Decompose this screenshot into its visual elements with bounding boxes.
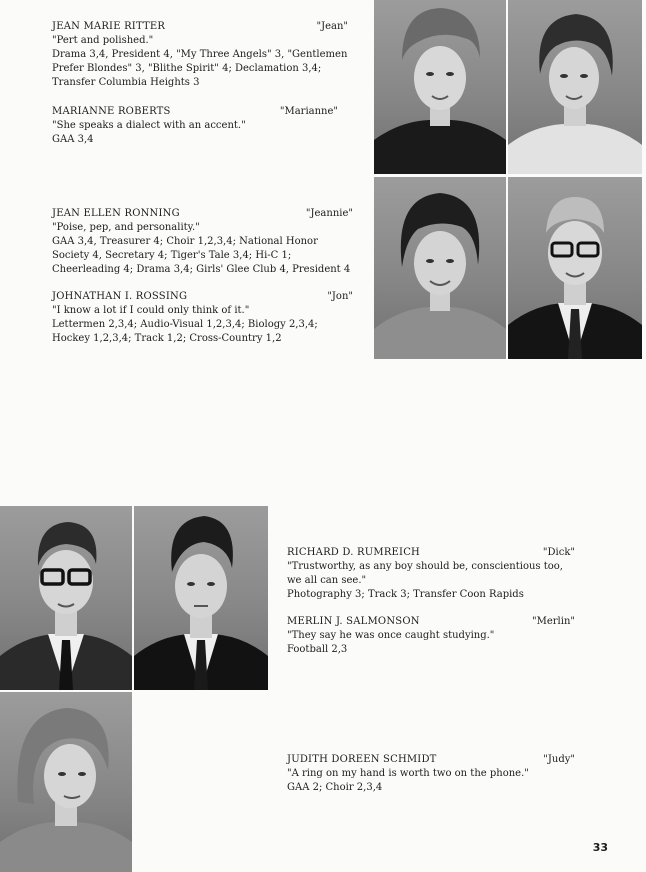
student-quote: "She speaks a dialect with an accent."	[52, 120, 246, 131]
portrait-photo-rossing	[508, 177, 642, 359]
student-quote: "A ring on my hand is worth two on the phone."	[287, 768, 529, 779]
student-activities: Drama 3,4, President 4, "My Three Angels" 3, "Gentlemen Prefer Blondes" 3, "Blithe Spirit" 4; Declamation 3,4; Transfer Columbia Heights 3	[52, 49, 348, 88]
student-name: JEAN MARIE RITTER	[52, 21, 166, 32]
student-quote: "They say he was once caught studying."	[287, 630, 495, 641]
student-activities: GAA 2; Choir 2,3,4	[287, 782, 383, 793]
student-name: JEAN ELLEN RONNING	[52, 208, 180, 219]
student-nickname: "Jean"	[316, 21, 348, 32]
portrait-photo-ronning	[374, 177, 506, 359]
student-entry-ritter	[52, 20, 352, 90]
student-activities: Football 2,3	[287, 644, 348, 655]
student-name: MARIANNE ROBERTS	[52, 106, 171, 117]
student-entry-ronning	[52, 207, 357, 277]
portrait-photo-schmidt	[0, 692, 132, 872]
student-nickname: "Jon"	[327, 291, 353, 302]
student-activities: GAA 3,4, Treasurer 4; Choir 1,2,3,4; National Honor Society 4, Secretary 4; Tiger's Tale 3,4; Hi-C 1; Cheerleading 4; Drama 3,4; Girls' Glee Club 4, President 4	[52, 236, 351, 275]
portrait-photo-ritter	[374, 0, 506, 174]
student-entry-roberts	[52, 105, 342, 147]
student-entry-schmidt	[287, 753, 579, 795]
student-quote: "Pert and polished."	[52, 35, 154, 46]
student-nickname: "Jeannie"	[305, 208, 353, 219]
page-number: 33	[592, 841, 608, 854]
student-activities: Lettermen 2,3,4; Audio-Visual 1,2,3,4; Biology 2,3,4; Hockey 1,2,3,4; Track 1,2; Cross-Country 1,2	[52, 319, 318, 344]
student-entry-rumreich	[287, 546, 579, 602]
student-quote: "Poise, pep, and personality."	[52, 222, 200, 233]
portrait-photo-salmonson	[134, 506, 268, 690]
student-activities: GAA 3,4	[52, 134, 94, 145]
student-entry-salmonson	[287, 615, 579, 657]
student-nickname: "Dick"	[542, 547, 575, 558]
student-name: JUDITH DOREEN SCHMIDT	[287, 754, 437, 765]
student-quote: "I know a lot if I could only think of it."	[52, 305, 250, 316]
portrait-photo-roberts	[508, 0, 642, 174]
student-entry-rossing	[52, 290, 357, 346]
student-activities: Photography 3; Track 3; Transfer Coon Rapids	[287, 589, 524, 600]
student-name: RICHARD D. RUMREICH	[287, 547, 420, 558]
student-name: MERLIN J. SALMONSON	[287, 616, 420, 627]
student-name: JOHNATHAN I. ROSSING	[52, 291, 188, 302]
student-nickname: "Judy"	[543, 754, 575, 765]
portrait-photo-rumreich	[0, 506, 132, 690]
student-nickname: "Marianne"	[279, 106, 338, 117]
student-nickname: "Merlin"	[532, 616, 575, 627]
student-quote: "Trustworthy, as any boy should be, conscientious too, we all can see."	[287, 561, 563, 586]
